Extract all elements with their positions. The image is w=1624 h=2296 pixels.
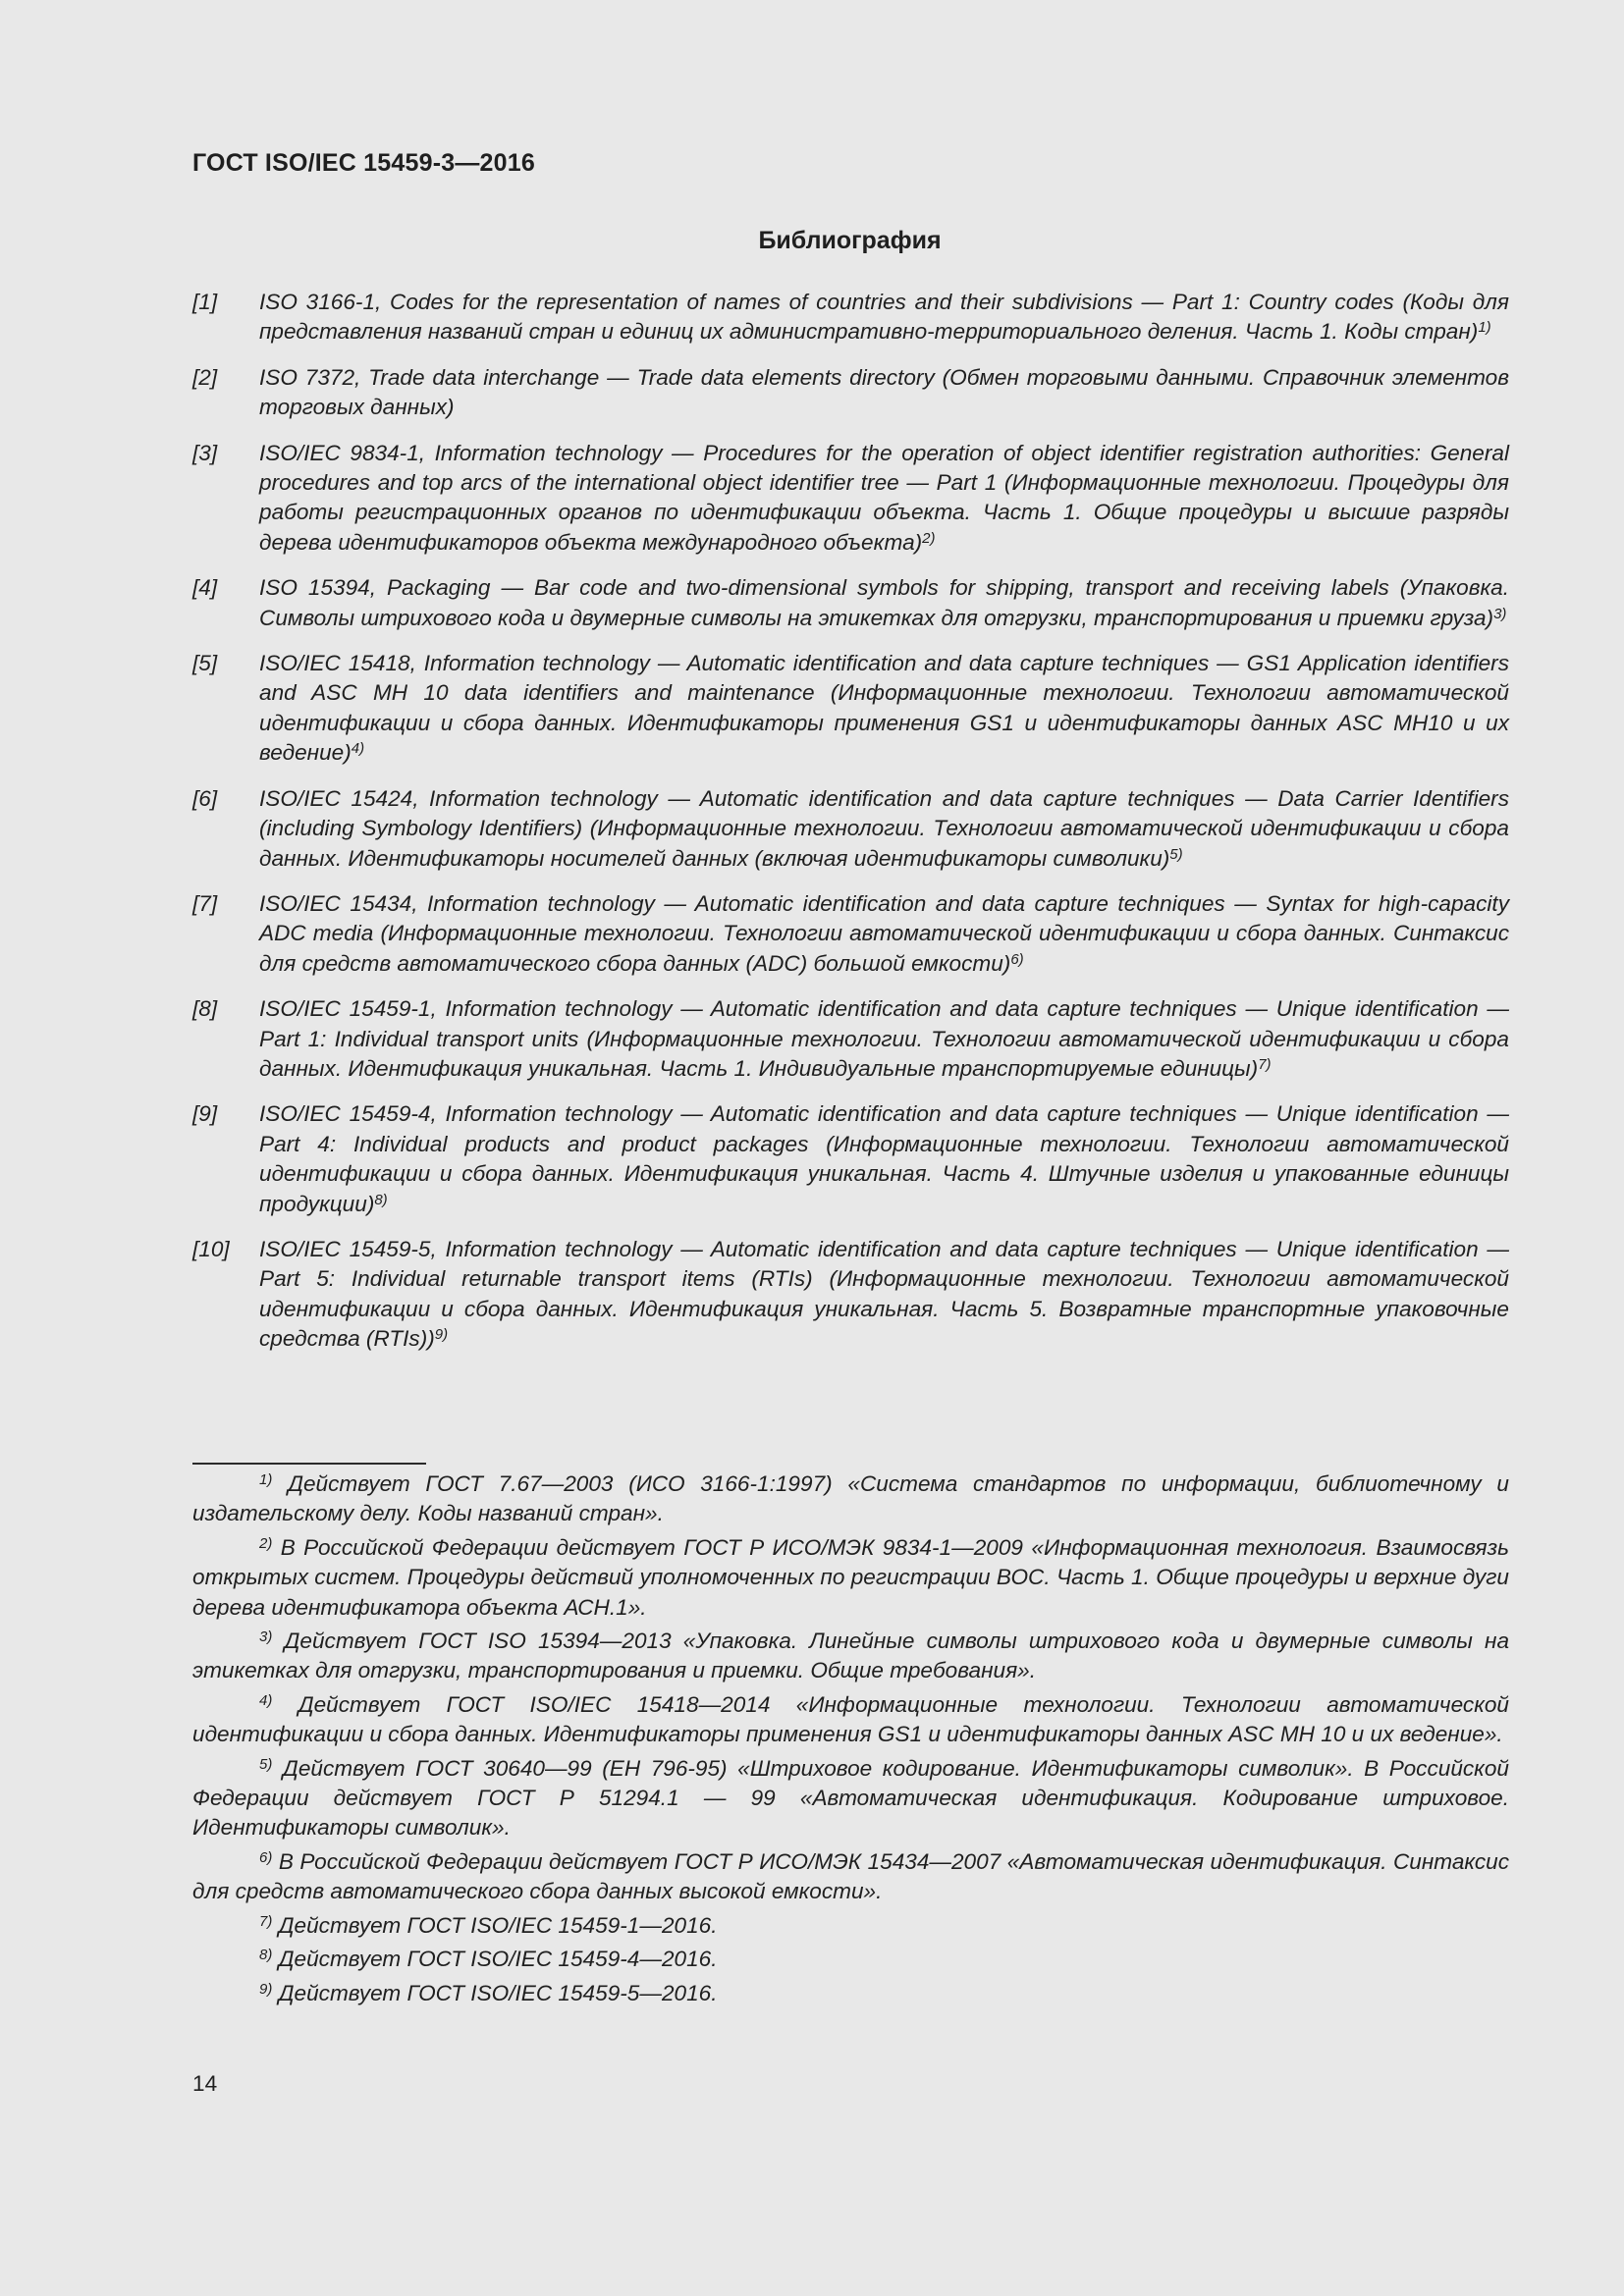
reference-number: [10]	[192, 1236, 230, 1261]
reference-number: [7]	[192, 890, 218, 916]
reference-number: [8]	[192, 996, 218, 1022]
reference-item	[192, 1099, 1509, 1219]
reference-item	[192, 439, 1509, 559]
reference-number: [1]	[192, 290, 218, 314]
footnote	[192, 1945, 1509, 1974]
reference-text: ISO/IEC 9834-1, Information technology — Procedures for the operation of object identifier registration authorities: General procedures and top arcs of the international object identifier tree — Part 1 (Информационные технологии. Процедуры для работы регистрационных органов по идентификации объекта. Часть 1. Общие процедуры и высшие разряды дерева идентификаторов объекта международного объекта)$^{2)}$	[259, 440, 1509, 555]
reference-text: ISO/IEC 15459-4, Information technology — Automatic identification and data capture techniques — Unique identification — Part 4: Individual products and product packages (Информационные технологии. Технологии автоматической идентификации и сбора данных. Идентификация уникальная. Часть 4. Штучные изделия и упакованные единицы продукции)$^{8)}$	[259, 1101, 1509, 1216]
reference-text: ISO/IEC 15459-5, Information technology — Automatic identification and data capture techniques — Unique identification — Part 5: Individual returnable transport items (RTIs) (Информационные технологии. Технологии автоматической идентификации и сбора данных. Идентификация уникальная. Часть 5. Возвратные транспортные упаковочные средства (RTIs))$^{9)}$	[259, 1236, 1509, 1352]
footnote-mark: 1)	[1478, 319, 1491, 337]
footnote	[192, 1979, 1509, 2008]
reference-number: [6]	[192, 785, 218, 811]
reference-text: ISO/IEC 15459-1, Information technology — Automatic identification and data capture techniques — Unique identification — Part 1: Individual transport units (Информационные технологии. Технологии автоматической идентификации и сбора данных. Идентификация уникальная. Часть 1. Индивидуальные транспортируемые единицы)$^{7)}$	[259, 996, 1509, 1081]
footnote-mark: 9)	[434, 1326, 449, 1344]
footnote-marker: 2)	[259, 1534, 273, 1552]
reference-item	[192, 288, 1509, 347]
footnote-text: Действует ГОСТ 30640—99 (ЕН 796-95) «Штриховое кодирование. Идентификаторы символик». В Российской Федерации действует ГОСТ Р 51294.1 — 99 «Автоматическая идентификация. Кодирование штриховое. Идентификаторы символик».	[192, 1755, 1509, 1841]
footnote	[192, 1627, 1509, 1686]
reference-item	[192, 784, 1509, 874]
footnote-marker: 8)	[259, 1947, 273, 1964]
reference-item	[192, 889, 1509, 979]
footnote-marker: 4)	[259, 1691, 273, 1709]
footnote-mark: 6)	[1010, 950, 1024, 968]
footnote-marker: 9)	[259, 1980, 273, 1998]
reference-item	[192, 573, 1509, 633]
footnote-text: Действует ГОСТ ISO/IEC 15418—2014 «Информационные технологии. Технологии автоматической идентификации и сбора данных. Идентификаторы применения GS1 и идентификаторы данных ASC MH 10 и их ведение».	[192, 1691, 1509, 1747]
reference-item	[192, 363, 1509, 423]
reference-number: [9]	[192, 1101, 218, 1127]
footnote-mark: 7)	[1258, 1055, 1272, 1073]
bibliography-title: Библиография	[758, 227, 942, 254]
reference-item	[192, 1235, 1509, 1355]
footnote	[192, 1469, 1509, 1529]
reference-text: ISO 15394, Packaging — Bar code and two-dimensional symbols for shipping, transport and receiving labels (Упаковка. Символы штрихового кода и двумерные символы на этикетках для отгрузки, транспортирования и приемки груза)$^{3)}$	[259, 575, 1509, 630]
reference-text: ISO/IEC 15424, Information technology — Automatic identification and data capture techniques — Data Carrier Identifiers (including Symbology Identifiers) (Информационные технологии. Технологии автоматической идентификации и сбора данных. Идентификаторы носителей данных (включая идентификаторы символики)$^{5)}$	[259, 785, 1509, 871]
reference-text: ISO/IEC 15418, Information technology — Automatic identification and data capture techniques — GS1 Application identifiers and ASC MH 10 data identifiers and maintenance (Информационные технологии. Технологии автоматической идентификации и сбора данных. Идентификаторы применения GS1 и идентификаторы данных ASC MH10 и их ведение)$^{4)}$	[259, 651, 1509, 766]
footnote-marker: 1)	[259, 1471, 273, 1488]
footnote-mark: 2)	[922, 529, 936, 547]
footnote	[192, 1754, 1509, 1843]
footnote-marker: 7)	[259, 1912, 273, 1930]
footnote-mark: 3)	[1493, 605, 1507, 622]
footnote	[192, 1690, 1509, 1750]
footnote-marker: 3)	[259, 1629, 273, 1646]
footnote-marker: 6)	[259, 1848, 273, 1866]
footnote	[192, 1847, 1509, 1907]
reference-text: ISO 7372, Trade data interchange — Trade data elements directory (Обмен торговыми данными. Справочник элементов торговых данных)	[259, 364, 1509, 420]
footnote-text: Действует ГОСТ ISO/IEC 15459-5—2016.	[278, 1980, 718, 2005]
footnote-text: Действует ГОСТ ISO 15394—2013 «Упаковка. Линейные символы штрихового кода и двумерные символы на этикетках для отгрузки, транспортирования и приемки. Общие требования».	[192, 1629, 1510, 1683]
footnote	[192, 1911, 1509, 1941]
reference-text: ISO/IEC 15434, Information technology — Automatic identification and data capture techniques — Syntax for high-capacity ADC media (Информационные технологии. Технологии автоматической идентификации и сбора данных. Синтаксис для средств автоматического сбора данных (ADC) большой емкости)$^{6)}$	[259, 890, 1509, 976]
standard-designation: ГОСТ ISO/IEC 15459-3—2016	[192, 149, 535, 177]
reference-item	[192, 649, 1509, 769]
reference-number: [2]	[192, 364, 218, 390]
page-number: 14	[192, 2071, 218, 2096]
footnote-marker: 5)	[259, 1755, 273, 1773]
reference-number: [5]	[192, 651, 218, 676]
reference-item	[192, 994, 1509, 1084]
footnote-separator	[192, 1463, 426, 1465]
footnote-text: Действует ГОСТ 7.67—2003 (ИСО 3166-1:1997) «Система стандартов по информации, библиотечному и издательскому делу. Коды названий стран».	[192, 1471, 1509, 1526]
footnote	[192, 1533, 1509, 1623]
footnote-text: В Российской Федерации действует ГОСТ Р ИСО/МЭК 15434—2007 «Автоматическая идентификация. Синтаксис для средств автоматического сбора данных высокой емкости».	[192, 1848, 1509, 1904]
reference-list	[192, 288, 1509, 1370]
footnote-text: Действует ГОСТ ISO/IEC 15459-1—2016.	[278, 1912, 718, 1938]
reference-number: [4]	[192, 575, 218, 601]
footnote-text: Действует ГОСТ ISO/IEC 15459-4—2016.	[278, 1947, 718, 1972]
reference-text: ISO 3166-1, Codes for the representation of names of countries and their subdivisions — Part 1: Country codes (Коды для представления названий стран и единиц их административно-территориального деления. Часть 1. Коды стран)$^{1)}$	[259, 290, 1509, 345]
footnote-mark: 4)	[351, 740, 365, 758]
footnote-text: В Российской Федерации действует ГОСТ Р ИСО/МЭК 9834-1—2009 «Информационная технология. Взаимосвязь открытых систем. Процедуры действий уполномоченных по регистрации ВОС. Часть 1. Общие процедуры и верхние дуги дерева идентификатора объекта АСН.1».	[192, 1534, 1510, 1620]
footnote-mark: 5)	[1169, 845, 1183, 863]
footnote-mark: 8)	[374, 1191, 388, 1208]
footnote-list	[192, 1469, 1509, 2012]
reference-number: [3]	[192, 440, 218, 465]
